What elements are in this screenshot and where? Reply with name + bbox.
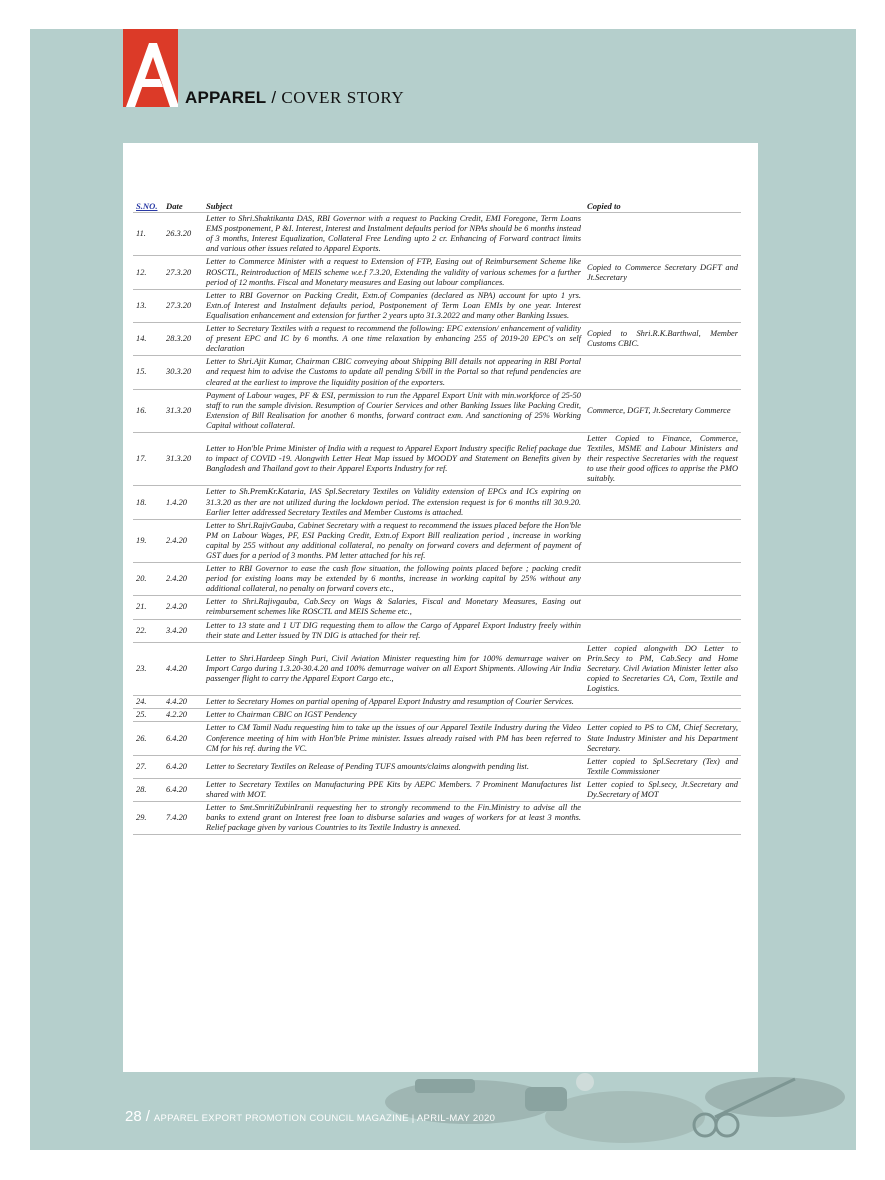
row-copied: Commerce, DGFT, Jt.Secretary Commerce [584, 389, 741, 432]
table-row [133, 256, 741, 289]
row-sno: 12. [133, 256, 163, 289]
table-row [133, 802, 741, 835]
row-subject: Letter to RBI Governor on Packing Credit, Extn.of Companies (declared as NPA) account for upto 1 yrs. Extn.of Interest and Instalment defaults period, Postponement of Term Loan EMIs by one year. Interest Equalisation enhancement and extension for further 2 years upto 31.3.2022 and many other Banking Issues. [203, 289, 584, 322]
row-sno: 14. [133, 323, 163, 356]
col-header-sno: S.NO. [133, 200, 163, 213]
table-row [133, 778, 741, 801]
row-date: 6.4.20 [163, 778, 203, 801]
row-subject: Letter to 13 state and 1 UT DIG requesting them to allow the Cargo of Apparel Export Industry freely within their state and Letter issued by TN DIG is attached for their ref. [203, 619, 584, 642]
table-row [133, 563, 741, 596]
table-row [133, 596, 741, 619]
table-row [133, 696, 741, 709]
row-copied [584, 619, 741, 642]
row-copied [584, 519, 741, 562]
row-date: 1.4.20 [163, 486, 203, 519]
table-row [133, 619, 741, 642]
row-subject: Letter to Commerce Minister with a request to Extension of FTP, Easing out of Reimbursement Scheme like ROSCTL, Reintroduction of MEIS scheme w.e.f 7.3.20, Extending the validity of various schemes for a further period of 12 months. Fiscal and Monetary measures and Easing out labour compliances. [203, 256, 584, 289]
row-subject: Letter to Secretary Textiles on Manufacturing PPE Kits by AEPC Members. 7 Prominent Manufactures list shared with MOT. [203, 778, 584, 801]
brand-label: APPAREL [185, 88, 267, 107]
row-date: 28.3.20 [163, 323, 203, 356]
table-row [133, 213, 741, 256]
row-date: 31.3.20 [163, 432, 203, 485]
row-subject: Letter to Shri.Ajit Kumar, Chairman CBIC conveying about Shipping Bill details not appearing in RBI Portal and request him to advise the Customs to update all pending S/bill in the Portal so that refund pendencies are cleared at the earliest to improve the liquidity position of the exporters. [203, 356, 584, 389]
row-subject: Letter to Hon'ble Prime Minister of India with a request to Apparel Export Industry specific Relief package due to impact of COVID -19. Alongwith Letter Heat Map issued by MOODY and Statement on Benefits given by Bangladesh and Thailand govt to their Apparel Exports Industry for ref. [203, 432, 584, 485]
row-date: 27.3.20 [163, 289, 203, 322]
row-date: 6.4.20 [163, 755, 203, 778]
row-subject: Letter to Smt.SmritiZubinIranii requesting her to strongly recommend to the Fin.Ministry to advise all the banks to extend grant on Interest free loan to disburse salaries and wages of workers for at least 3 months. Relief package given by various Countries to its Textile Industry is annexed. [203, 802, 584, 835]
row-subject: Letter to Secretary Textiles with a request to recommend the following: EPC extension/ enhancement of validity of present EPC and IC by 6 months. A one time relaxation by enhancing 255 of 2019-20 EPC's on self declaration [203, 323, 584, 356]
page-number: 28 [125, 1108, 142, 1125]
col-header-subject: Subject [203, 200, 584, 213]
row-date: 30.3.20 [163, 356, 203, 389]
row-copied [584, 696, 741, 709]
row-copied [584, 213, 741, 256]
row-sno: 29. [133, 802, 163, 835]
row-subject: Letter to Sh.PremKr.Kataria, IAS Spl.Secretary Textiles on Validity extension of EPCs and ICs expiring on 31.3.20 as ther are not utilized during the lockdown period. The extension request is for 6 months till 30.9.20. Earlier letter addressed Secretary Textiles and Member Customs is attached. [203, 486, 584, 519]
row-sno: 16. [133, 389, 163, 432]
row-sno: 28. [133, 778, 163, 801]
row-copied: Letter copied alongwith DO Letter to Prin.Secy to PM, Cab.Secy and Home Secretary. Civil Aviation Minister letter also copied to Secretaries CA, Com, Textile and Logistics. [584, 642, 741, 695]
row-date: 6.4.20 [163, 722, 203, 755]
table-row [133, 519, 741, 562]
row-sno: 17. [133, 432, 163, 485]
row-subject: Letter to Secretary Homes on partial opening of Apparel Export Industry and resumption of Courier Services. [203, 696, 584, 709]
row-date: 31.3.20 [163, 389, 203, 432]
document-sheet [123, 143, 758, 1072]
row-sno: 18. [133, 486, 163, 519]
row-copied: Letter copied to Spl.Secretary (Tex) and Textile Commissioner [584, 755, 741, 778]
row-sno: 20. [133, 563, 163, 596]
row-subject: Letter to Shri.Rajivgauba, Cab.Secy on Wags & Salaries, Fiscal and Monetary Measures, Easing out reimbursement schemes like ROSCTL and MEIS Scheme etc., [203, 596, 584, 619]
table-row [133, 389, 741, 432]
row-copied [584, 356, 741, 389]
row-copied: Letter copied to Spl.secy, Jt.Secretary and Dy.Secretary of MOT [584, 778, 741, 801]
table-row [133, 722, 741, 755]
table-row [133, 642, 741, 695]
table-row [133, 289, 741, 322]
row-copied: Copied to Shri.R.K.Barthwal, Member Customs CBIC. [584, 323, 741, 356]
row-subject: Letter to Shri.RajivGauba, Cabinet Secretary with a request to recommend the issues placed before the Hon'ble PM on Labour Wages, PF, ESI Packing Credit, Extn.of Export Bill realization period , increase in working capital by 255 without any additional collateral, no penalty on forward covers and deferment of payment of GST dues for a period of 3 months. PM letter attached for his ref. [203, 519, 584, 562]
table-row [133, 755, 741, 778]
section-label: COVER STORY [281, 88, 405, 107]
row-sno: 27. [133, 755, 163, 778]
col-header-date: Date [163, 200, 203, 213]
table-row [133, 709, 741, 722]
row-sno: 23. [133, 642, 163, 695]
correspondence-table [133, 200, 741, 835]
row-date: 4.2.20 [163, 709, 203, 722]
table-row [133, 432, 741, 485]
row-copied [584, 486, 741, 519]
heading-separator: / [271, 88, 277, 107]
row-sno: 24. [133, 696, 163, 709]
row-subject: Letter to CM Tamil Nadu requesting him to take up the issues of our Apparel Textile Industry during the Video Conference meeting of him with Hon'ble Prime minister. Issues already raised with PM has been referred to CM for his ref. during the VC. [203, 722, 584, 755]
row-sno: 11. [133, 213, 163, 256]
table-row [133, 486, 741, 519]
row-date: 7.4.20 [163, 802, 203, 835]
table-body [133, 213, 741, 835]
row-subject: Letter to Shri.Shaktikanta DAS, RBI Governor with a request to Packing Credit, EMI Foregone, Term Loans EMS postponement, P &I. Interest, Interest and Instalment defaults period for NPAs should be 6 months instead of 3 months, Interest Equalization, Collateral Free Lending upto 2 cr. Enhancing of Forward contract limits and various other issues related to Apparel Exports. [203, 213, 584, 256]
row-date: 4.4.20 [163, 642, 203, 695]
row-date: 2.4.20 [163, 596, 203, 619]
table-row [133, 323, 741, 356]
row-subject: Letter to Secretary Textiles on Release of Pending TUFS amounts/claims alongwith pending list. [203, 755, 584, 778]
page-footer [125, 1108, 495, 1126]
row-date: 2.4.20 [163, 563, 203, 596]
col-header-copied: Copied to [584, 200, 741, 213]
row-copied [584, 563, 741, 596]
row-sno: 15. [133, 356, 163, 389]
table-header-row [133, 200, 741, 213]
row-copied [584, 802, 741, 835]
row-sno: 22. [133, 619, 163, 642]
section-heading [185, 88, 404, 108]
row-subject: Payment of Labour wages, PF & ESI, permission to run the Apparel Export Unit with min.workforce of 25-50 staff to run the sample division. Resumption of Courier Services and other Banking Issues like Packing Credit, Extension of Bill Realisation for another 6 months, forward contract exm. And sanctioning of 25% Working Capital without collateral. [203, 389, 584, 432]
row-copied: Letter copied to PS to CM, Chief Secretary, State Industry Minister and his Department Secretary. [584, 722, 741, 755]
row-sno: 26. [133, 722, 163, 755]
row-sno: 21. [133, 596, 163, 619]
row-copied: Copied to Commerce Secretary DGFT and Jt.Secretary [584, 256, 741, 289]
row-copied [584, 596, 741, 619]
row-date: 26.3.20 [163, 213, 203, 256]
row-copied [584, 289, 741, 322]
row-copied [584, 709, 741, 722]
row-date: 27.3.20 [163, 256, 203, 289]
row-date: 3.4.20 [163, 619, 203, 642]
row-date: 2.4.20 [163, 519, 203, 562]
magazine-title: APPAREL EXPORT PROMOTION COUNCIL MAGAZINE | APRIL-MAY 2020 [153, 1113, 496, 1124]
row-subject: Letter to Chairman CBIC on IGST Pendency [203, 709, 584, 722]
footer-separator: / [145, 1108, 150, 1125]
row-copied: Letter Copied to Finance, Commerce, Textiles, MSME and Labour Ministers and their respective Secretaries with the request to use their good offices to apprise the PMO suitably. [584, 432, 741, 485]
table-row [133, 356, 741, 389]
row-date: 4.4.20 [163, 696, 203, 709]
row-sno: 13. [133, 289, 163, 322]
row-sno: 19. [133, 519, 163, 562]
row-subject: Letter to Shri.Hardeep Singh Puri, Civil Aviation Minister requesting him for 100% demurrage waiver on Import Cargo during 1.3.20-30.4.20 and 100% demurrage waiver on all Export Shipments. Allowing Air India passenger flight to carry the Apparel Export Cargo etc., [203, 642, 584, 695]
apparel-logo [123, 29, 178, 107]
row-sno: 25. [133, 709, 163, 722]
row-subject: Letter to RBI Governor to ease the cash flow situation, the following points placed before ; packing credit period for existing loans may be extended by 6 months, increase in working capital by 25% without any additional collateral, no penalty on forward covers etc., [203, 563, 584, 596]
